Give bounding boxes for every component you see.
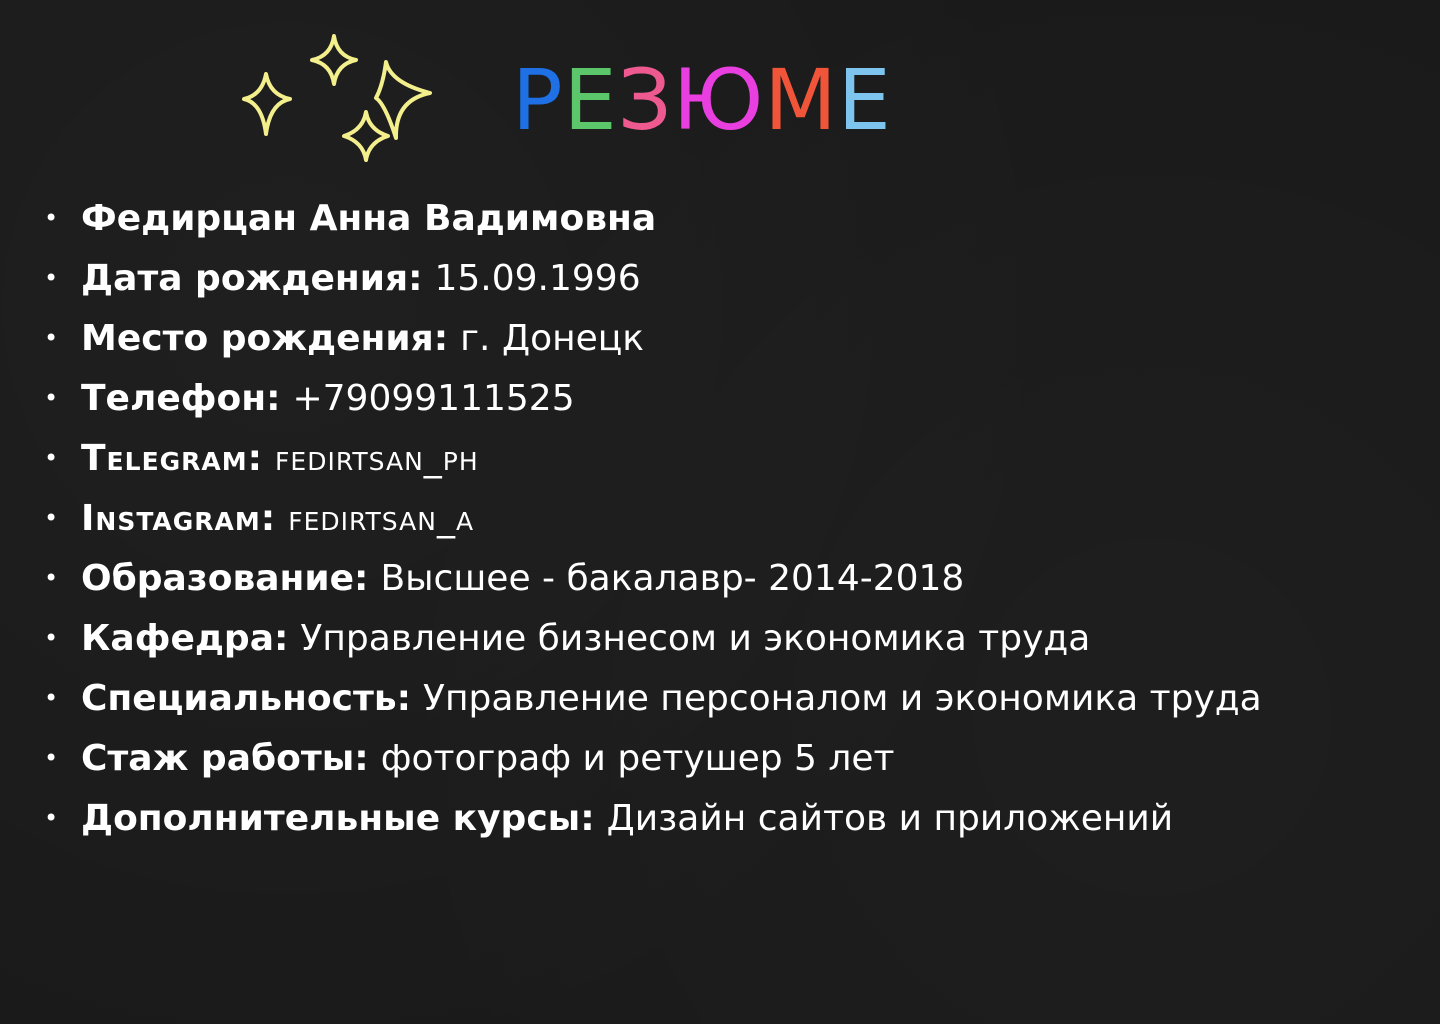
info-value: Управление бизнесом и экономика труда <box>300 617 1091 659</box>
info-value: г. Донецк <box>460 317 645 359</box>
info-label: Telegram: <box>81 437 264 479</box>
bullet-icon: • <box>44 804 59 832</box>
info-item <box>44 428 1262 488</box>
sparkle-star-2 <box>244 74 290 134</box>
bullet-icon: • <box>44 204 59 232</box>
info-label: Место рождения: <box>81 317 449 359</box>
sparkle-star-4 <box>344 112 388 160</box>
info-item <box>44 548 1262 608</box>
info-label: Instagram: <box>81 497 277 539</box>
title-letter: Р <box>512 51 564 149</box>
sparkle-star-1 <box>312 36 356 84</box>
title-letter: М <box>764 51 838 149</box>
sparkles-icon <box>236 30 436 170</box>
title-letter: Е <box>837 51 892 149</box>
bullet-icon: • <box>44 384 59 412</box>
bullet-icon: • <box>44 684 59 712</box>
info-label: Дополнительные курсы: <box>81 797 595 839</box>
info-label: Телефон: <box>81 377 281 419</box>
title-letter: З <box>617 51 673 149</box>
bullet-icon: • <box>44 624 59 652</box>
info-item <box>44 308 1262 368</box>
bullet-icon: • <box>44 444 59 472</box>
info-value: fedirtsan_a <box>288 497 475 539</box>
info-value: Высшее - бакалавр- 2014-2018 <box>380 557 965 599</box>
info-item <box>44 188 1262 248</box>
info-value: Управление персоналом и экономика труда <box>423 677 1262 719</box>
info-value: фотограф и ретушер 5 лет <box>380 737 895 779</box>
info-label: Стаж работы: <box>81 737 369 779</box>
info-value: Дизайн сайтов и приложений <box>606 797 1174 839</box>
title-letter: Ю <box>672 51 765 149</box>
bullet-icon: • <box>44 264 59 292</box>
bullet-icon: • <box>44 504 59 532</box>
sparkle-star-3 <box>376 62 430 138</box>
info-item <box>44 788 1262 848</box>
info-label: Федирцан Анна Вадимовна <box>81 197 657 239</box>
info-item <box>44 248 1262 308</box>
bullet-icon: • <box>44 744 59 772</box>
info-item <box>44 608 1262 668</box>
info-value: fedirtsan_ph <box>275 437 479 479</box>
info-item <box>44 488 1262 548</box>
bullet-icon: • <box>44 564 59 592</box>
bullet-icon: • <box>44 324 59 352</box>
title-letter: Е <box>563 51 618 149</box>
info-label: Специальность: <box>81 677 412 719</box>
info-item <box>44 368 1262 428</box>
info-value: 15.09.1996 <box>434 257 641 299</box>
info-value: +79099111525 <box>292 377 575 419</box>
info-item <box>44 668 1262 728</box>
resume-info-list <box>44 188 1262 848</box>
info-label: Кафедра: <box>81 617 289 659</box>
info-item <box>44 728 1262 788</box>
info-label: Образование: <box>81 557 369 599</box>
resume-title <box>512 48 892 152</box>
info-label: Дата рождения: <box>81 257 423 299</box>
